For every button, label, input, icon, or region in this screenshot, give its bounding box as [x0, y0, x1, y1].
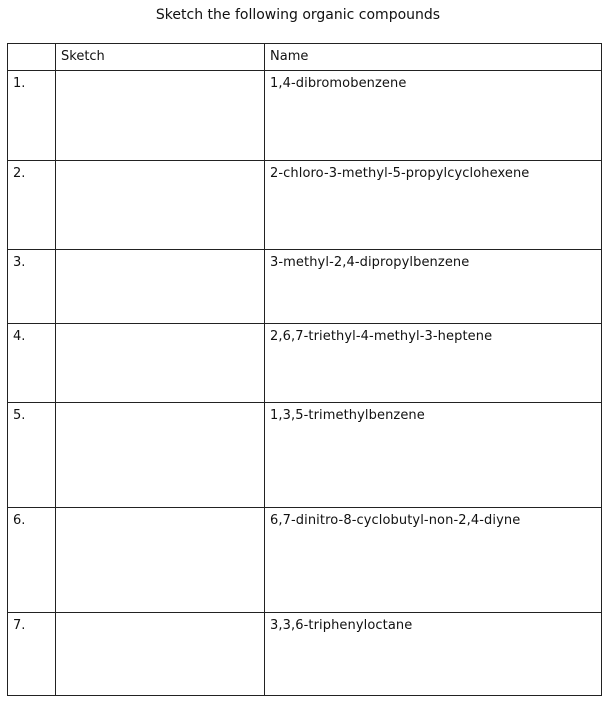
table-row [8, 161, 602, 250]
row-number: 4. [8, 324, 56, 403]
row-number: 2. [8, 161, 56, 250]
row-number: 3. [8, 250, 56, 324]
header-sketch: Sketch [56, 44, 265, 71]
table-row [8, 613, 602, 696]
table-row [8, 324, 602, 403]
row-number: 7. [8, 613, 56, 696]
table-row [8, 250, 602, 324]
compound-name: 3,3,6-triphenyloctane [265, 613, 602, 696]
sketch-area[interactable] [56, 71, 265, 161]
sketch-area[interactable] [56, 324, 265, 403]
sketch-area[interactable] [56, 403, 265, 508]
compound-name: 1,4-dibromobenzene [265, 71, 602, 161]
compound-name: 2,6,7-triethyl-4-methyl-3-heptene [265, 324, 602, 403]
compound-name: 2-chloro-3-methyl-5-propylcyclohexene [265, 161, 602, 250]
table-row [8, 403, 602, 508]
compound-name: 3-methyl-2,4-dipropylbenzene [265, 250, 602, 324]
page-title: Sketch the following organic compounds [155, 7, 441, 23]
table-row [8, 71, 602, 161]
table-row [8, 508, 602, 613]
row-number: 1. [8, 71, 56, 161]
header-number [8, 44, 56, 71]
header-name: Name [265, 44, 602, 71]
sketch-area[interactable] [56, 613, 265, 696]
compounds-table [7, 43, 602, 696]
compound-name: 6,7-dinitro-8-cyclobutyl-non-2,4-diyne [265, 508, 602, 613]
sketch-area[interactable] [56, 508, 265, 613]
table-header-row [8, 44, 602, 71]
sketch-area[interactable] [56, 161, 265, 250]
sketch-area[interactable] [56, 250, 265, 324]
row-number: 5. [8, 403, 56, 508]
compound-name: 1,3,5-trimethylbenzene [265, 403, 602, 508]
row-number: 6. [8, 508, 56, 613]
